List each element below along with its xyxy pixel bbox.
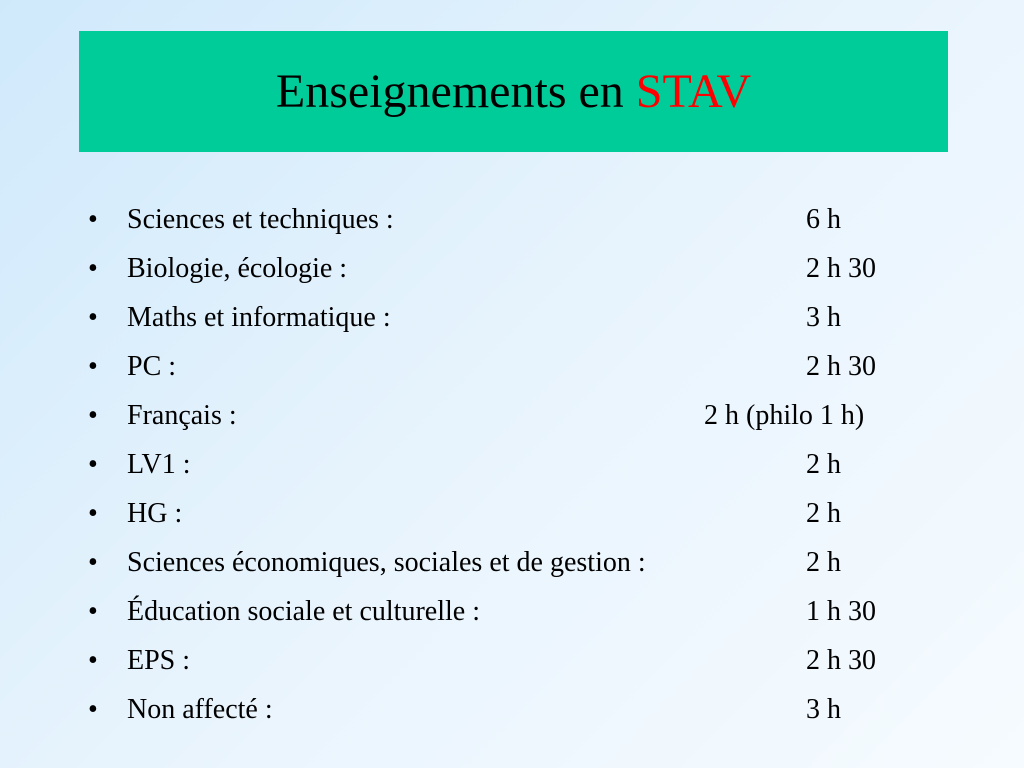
subject-label: Non affecté : <box>127 694 273 725</box>
bullet-icon: • <box>88 645 98 676</box>
hours-value: 2 h <box>806 498 841 529</box>
subject-label: LV1 : <box>127 449 191 480</box>
hours-value: 2 h (philo 1 h) <box>704 400 865 431</box>
bullet-icon: • <box>88 253 98 284</box>
subject-label: Éducation sociale et culturelle : <box>127 596 480 627</box>
list-item <box>0 685 1024 734</box>
subject-label: Maths et informatique : <box>127 302 391 333</box>
list-item <box>0 391 1024 440</box>
list-item <box>0 636 1024 685</box>
hours-value: 2 h 30 <box>806 351 876 382</box>
subject-label: EPS : <box>127 645 191 676</box>
subject-label: Sciences et techniques : <box>127 204 394 235</box>
hours-value: 2 h <box>806 547 841 578</box>
list-item <box>0 440 1024 489</box>
bullet-icon: • <box>88 204 98 235</box>
list-item <box>0 587 1024 636</box>
subject-label: Français : <box>127 400 237 431</box>
hours-value: 1 h 30 <box>806 596 876 627</box>
list-item <box>0 195 1024 244</box>
list-item <box>0 489 1024 538</box>
bullet-icon: • <box>88 400 98 431</box>
subject-label: PC : <box>127 351 177 382</box>
subject-label: Biologie, écologie : <box>127 253 348 284</box>
title-banner <box>79 31 948 152</box>
list-item <box>0 244 1024 293</box>
list-item <box>0 342 1024 391</box>
hours-value: 2 h <box>806 449 841 480</box>
list-item <box>0 538 1024 587</box>
subject-label: Sciences économiques, sociales et de gestion : <box>127 547 646 578</box>
bullet-icon: • <box>88 547 98 578</box>
title-accent-text: STAV <box>635 64 752 118</box>
subject-label: HG : <box>127 498 183 529</box>
bullet-icon: • <box>88 351 98 382</box>
hours-value: 2 h 30 <box>806 253 876 284</box>
hours-value: 3 h <box>806 694 841 725</box>
bullet-icon: • <box>88 694 98 725</box>
bullet-icon: • <box>88 449 98 480</box>
hours-value: 3 h <box>806 302 841 333</box>
bullet-icon: • <box>88 498 98 529</box>
subjects-list <box>0 195 1024 734</box>
bullet-icon: • <box>88 302 98 333</box>
list-item <box>0 293 1024 342</box>
bullet-icon: • <box>88 596 98 627</box>
title-main-text: Enseignements en <box>275 64 636 118</box>
slide-title <box>275 64 752 118</box>
hours-value: 6 h <box>806 204 841 235</box>
hours-value: 2 h 30 <box>806 645 876 676</box>
